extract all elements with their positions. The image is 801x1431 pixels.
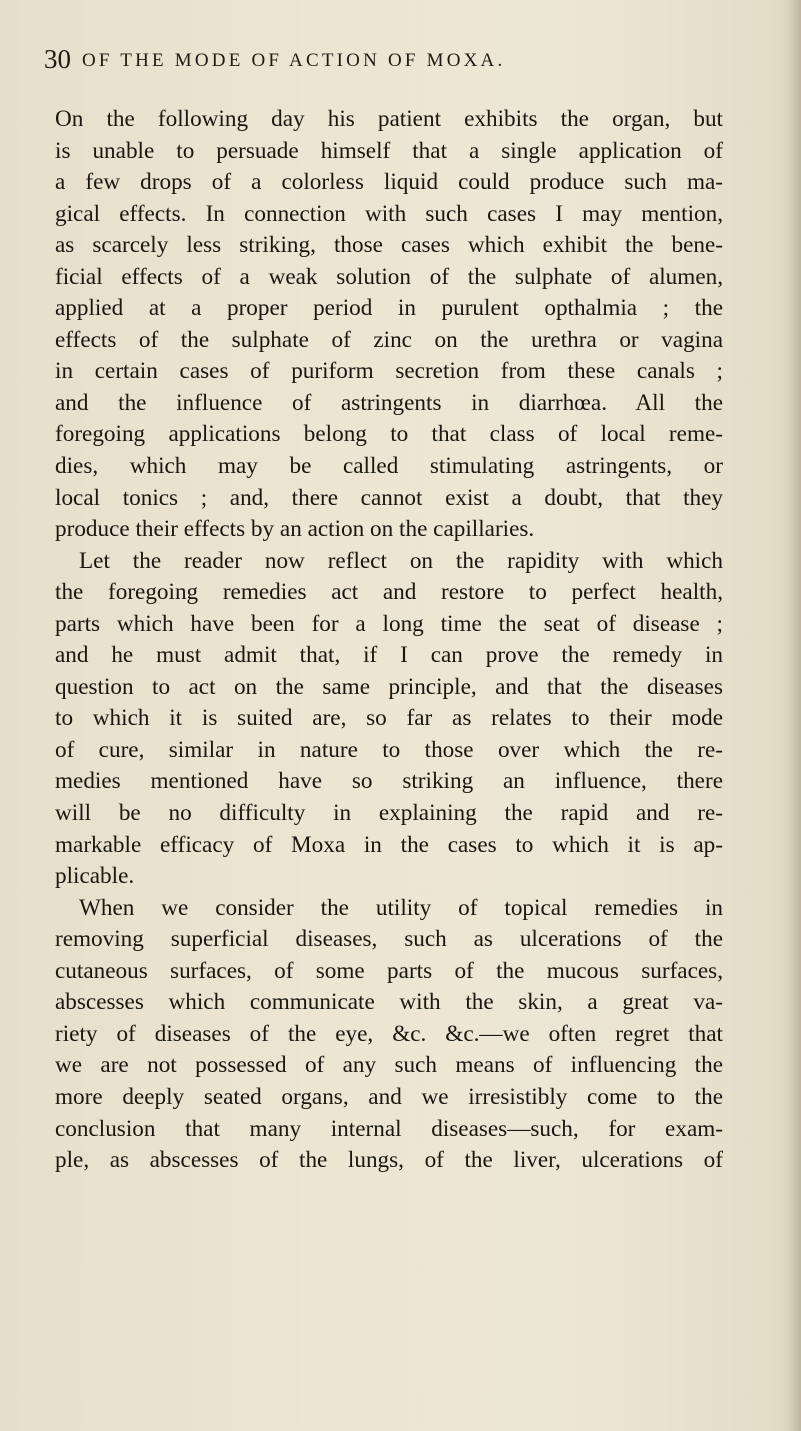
text-line: gical effects. In connection with such cases I may mention,: [55, 200, 723, 227]
text-line: parts which have been for a long time the seat of disease ;: [55, 610, 723, 637]
text-line: conclusion that many internal diseases—such, for exam-: [55, 1115, 723, 1142]
text-line: foregoing applications belong to that class of local reme-: [55, 421, 723, 448]
text-line: the foregoing remedies act and restore to perfect health,: [55, 579, 723, 606]
text-line: dies, which may be called stimulating astringents, or: [55, 453, 723, 480]
text-line: we are not possessed of any such means of influencing the: [55, 1052, 723, 1079]
text-line: When we consider the utility of topical remedies in: [79, 894, 723, 921]
text-line: markable efficacy of Moxa in the cases to which it is ap-: [55, 831, 723, 858]
text-line: plicable.: [55, 863, 135, 890]
running-head: OF THE MODE OF ACTION OF MOXA.: [82, 50, 506, 71]
text-line: and the influence of astringents in diarrhœa. All the: [55, 389, 723, 416]
text-line: riety of diseases of the eye, &c. &c.—we often regret that: [55, 1020, 723, 1047]
text-line: question to act on the same principle, and that the diseases: [55, 673, 723, 700]
text-line: effects of the sulphate of zinc on the urethra or vagina: [55, 326, 723, 353]
text-line: is unable to persuade himself that a single application of: [55, 137, 723, 164]
text-line: medies mentioned have so striking an influence, there: [55, 768, 723, 795]
text-line: and he must admit that, if I can prove the remedy in: [55, 642, 723, 669]
text-line: produce their effects by an action on the capillaries.: [55, 516, 535, 543]
text-line: as scarcely less striking, those cases which exhibit the bene-: [55, 232, 723, 259]
page-edge-shadow: [787, 0, 801, 1431]
page-header: [44, 42, 744, 78]
text-line: more deeply seated organs, and we irresistibly come to the: [55, 1083, 723, 1110]
text-line: of cure, similar in nature to those over which the re-: [55, 736, 723, 763]
text-line: in certain cases of puriform secretion from these canals ;: [55, 358, 723, 385]
text-line: abscesses which communicate with the skin, a great va-: [55, 989, 723, 1016]
text-line: to which it is suited are, so far as relates to their mode: [55, 705, 723, 732]
text-line: will be no difficulty in explaining the rapid and re-: [55, 800, 723, 827]
body-text: [55, 104, 723, 1177]
text-line: cutaneous surfaces, of some parts of the mucous surfaces,: [55, 957, 723, 984]
text-line: ficial effects of a weak solution of the sulphate of alumen,: [55, 263, 723, 290]
text-line: On the following day his patient exhibits the organ, but: [55, 106, 723, 132]
text-line: removing superficial diseases, such as ulcerations of the: [55, 926, 723, 953]
page-number: 30: [44, 44, 71, 74]
text-line: local tonics ; and, there cannot exist a doubt, that they: [55, 484, 723, 511]
text-line: applied at a proper period in purulent opthalmia ; the: [55, 295, 723, 322]
text-line: ple, as abscesses of the lungs, of the liver, ulcerations of: [55, 1147, 723, 1174]
text-line: a few drops of a colorless liquid could produce such ma-: [55, 169, 723, 196]
text-line: Let the reader now reflect on the rapidity with which: [79, 547, 723, 574]
